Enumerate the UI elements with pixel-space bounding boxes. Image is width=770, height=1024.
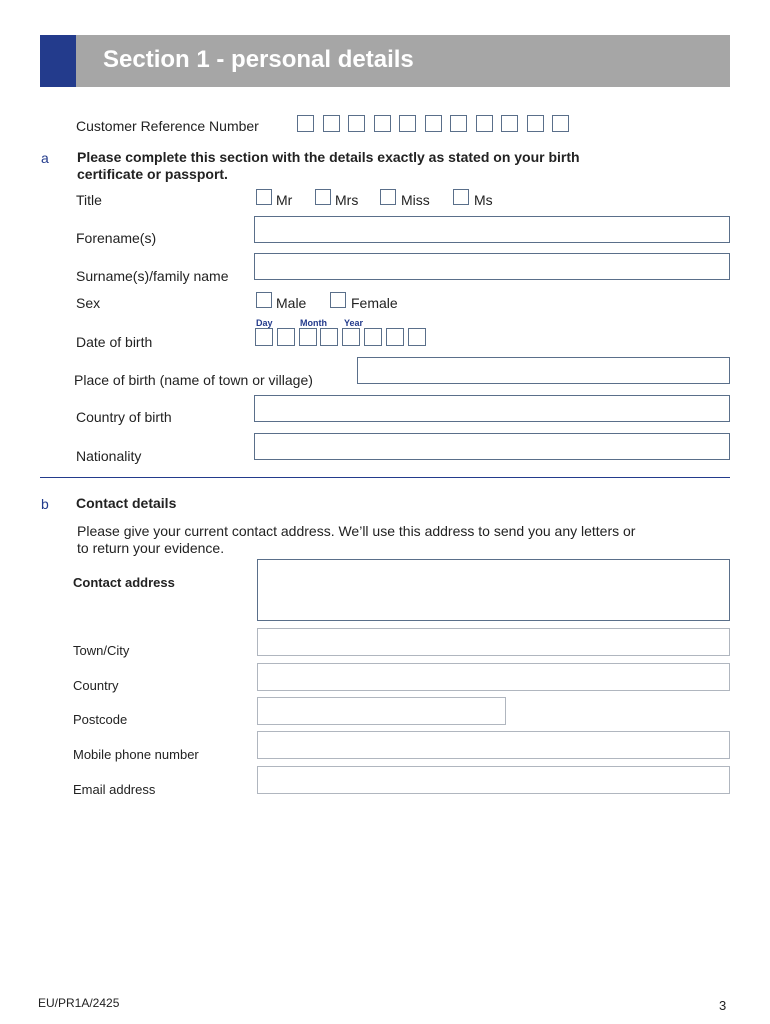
crn-digit-box[interactable] xyxy=(476,115,493,132)
forename-field[interactable] xyxy=(254,216,730,243)
contact-address-label: Contact address xyxy=(73,575,175,590)
title-ms-checkbox[interactable] xyxy=(453,189,469,205)
section-title: Section 1 - personal details xyxy=(103,46,414,73)
dob-digit-box[interactable] xyxy=(408,328,426,346)
forename-label: Forename(s) xyxy=(76,230,157,246)
crn-digit-box[interactable] xyxy=(425,115,442,132)
title-mrs-checkbox[interactable] xyxy=(315,189,331,205)
title-mrs-label: Mrs xyxy=(335,192,359,208)
mobile-field[interactable] xyxy=(257,731,730,759)
surname-label: Surname(s)/family name xyxy=(76,268,229,284)
crn-digit-box[interactable] xyxy=(501,115,518,132)
form-code: EU/PR1A/2425 xyxy=(38,996,120,1010)
crn-digit-box[interactable] xyxy=(323,115,340,132)
crn-digit-box[interactable] xyxy=(450,115,467,132)
title-miss-checkbox[interactable] xyxy=(380,189,396,205)
sex-female-checkbox[interactable] xyxy=(330,292,346,308)
dob-day-caption: Day xyxy=(256,318,273,328)
crn-digit-box[interactable] xyxy=(527,115,544,132)
title-ms-label: Ms xyxy=(474,192,493,208)
dob-digit-box[interactable] xyxy=(277,328,295,346)
country-label: Country xyxy=(73,678,119,693)
section-a-instruction-line1: Please complete this section with the details exactly as stated on your birth xyxy=(77,149,580,165)
title-mr-checkbox[interactable] xyxy=(256,189,272,205)
town-field[interactable] xyxy=(257,628,730,656)
crn-digit-box[interactable] xyxy=(348,115,365,132)
dob-label: Date of birth xyxy=(76,334,153,350)
page-number: 3 xyxy=(719,998,727,1013)
surname-field[interactable] xyxy=(254,253,730,280)
dob-digit-box[interactable] xyxy=(299,328,317,346)
postcode-label: Postcode xyxy=(73,712,128,727)
email-field[interactable] xyxy=(257,766,730,794)
dob-digit-box[interactable] xyxy=(386,328,404,346)
dob-digit-box[interactable] xyxy=(255,328,273,346)
place-of-birth-label: Place of birth (name of town or village) xyxy=(74,372,313,388)
contact-address-field[interactable] xyxy=(257,559,730,621)
country-of-birth-label: Country of birth xyxy=(76,409,172,425)
country-of-birth-field[interactable] xyxy=(254,395,730,422)
place-of-birth-field[interactable] xyxy=(357,357,730,384)
section-b-heading: Contact details xyxy=(76,495,177,511)
crn-digit-box[interactable] xyxy=(297,115,314,132)
crn-digit-box[interactable] xyxy=(552,115,569,132)
postcode-field[interactable] xyxy=(257,697,506,725)
dob-digit-box[interactable] xyxy=(342,328,360,346)
town-label: Town/City xyxy=(73,643,130,658)
crn-label: Customer Reference Number xyxy=(76,118,259,134)
sex-label: Sex xyxy=(76,295,101,311)
title-mr-label: Mr xyxy=(276,192,293,208)
nationality-label: Nationality xyxy=(76,448,142,464)
sex-male-label: Male xyxy=(276,295,307,311)
section-a-instruction-line2: certificate or passport. xyxy=(77,166,228,182)
section-divider xyxy=(40,477,730,478)
country-field[interactable] xyxy=(257,663,730,691)
dob-digit-box[interactable] xyxy=(364,328,382,346)
sex-male-checkbox[interactable] xyxy=(256,292,272,308)
sex-female-label: Female xyxy=(351,295,398,311)
section-header-accent xyxy=(40,35,76,87)
title-miss-label: Miss xyxy=(401,192,430,208)
section-b-intro-line2: to return your evidence. xyxy=(77,540,225,556)
section-b-letter: b xyxy=(41,496,49,512)
section-a-letter: a xyxy=(41,150,49,166)
email-label: Email address xyxy=(73,782,156,797)
nationality-field[interactable] xyxy=(254,433,730,460)
crn-digit-box[interactable] xyxy=(374,115,391,132)
dob-digit-box[interactable] xyxy=(320,328,338,346)
crn-digit-box[interactable] xyxy=(399,115,416,132)
mobile-label: Mobile phone number xyxy=(73,747,199,762)
title-label: Title xyxy=(76,192,102,208)
section-b-intro-line1: Please give your current contact address. We’ll use this address to send you any letters or xyxy=(77,523,636,539)
dob-year-caption: Year xyxy=(344,318,364,328)
dob-month-caption: Month xyxy=(300,318,327,328)
